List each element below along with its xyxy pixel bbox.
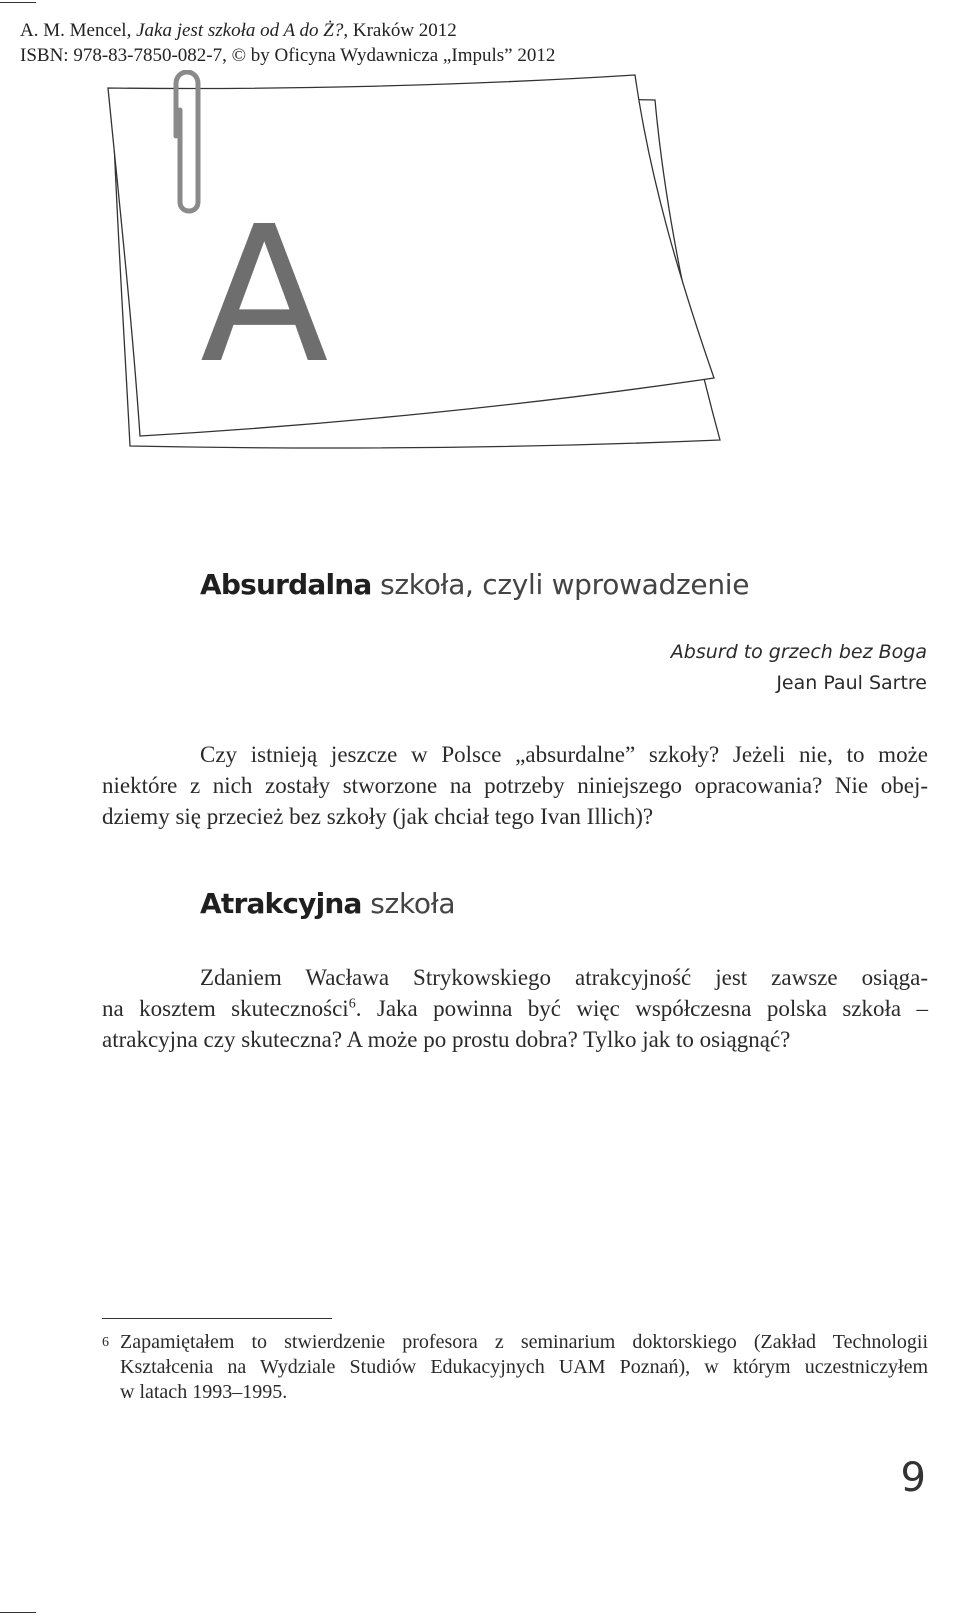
paragraph-line: niektóre z nich zostały stworzone na potrzeby niniejszego opracowania? Nie obej- [102, 773, 928, 798]
paragraph-line: atrakcyjna czy skuteczna? A może po prostu dobra? Tylko jak to osiągnąć? [102, 1027, 791, 1052]
chapter-letter: A [200, 186, 329, 405]
header-book-title: Jaka jest szkoła od A do Ż? [136, 20, 344, 41]
footnote [102, 1330, 928, 1405]
epigraph-author: Jean Paul Sartre [776, 672, 927, 694]
paragraph-line: Czy istnieją jeszcze w Polsce „absurdalne” szkoły? Jeżeli nie, to może [200, 742, 928, 767]
page-number: 9 [900, 1455, 926, 1501]
header-isbn-line: ISBN: 978-83-7850-082-7, © by Oficyna Wydawnicza „Impuls” 2012 [20, 45, 556, 66]
paragraph-atrakcyjna [102, 962, 928, 1055]
footnote-line: Zapamiętałem to stwierdzenie profesora z seminarium doktorskiego (Zakład Technologii [120, 1331, 928, 1353]
footnote-line: Kształcenia na Wydziale Studiów Edukacyjnych UAM Poznań), w którym uczestniczyłem [120, 1356, 928, 1378]
paragraph-line [102, 993, 928, 1024]
paragraph-line: Zdaniem Wacława Strykowskiego atrakcyjność jest zawsze osiąga- [200, 965, 928, 990]
footnote-divider [102, 1318, 332, 1319]
epigraph-quote: Absurd to grzech bez Boga [670, 641, 927, 663]
paragraph-line: dziemy się przecież bez szkoły (jak chciał tego Ivan Illich)? [102, 804, 654, 829]
paragraph-text: . Jaka powinna być więc współczesna polska szkoła – [355, 996, 928, 1021]
header-place-year: , Kraków 2012 [343, 20, 457, 41]
heading-rest: szkoła, czyli wprowadzenie [371, 568, 750, 601]
heading-keyword: Atrakcyjna [200, 887, 362, 920]
section-heading-atrakcyjna [200, 887, 455, 920]
heading-keyword: Absurdalna [200, 568, 372, 601]
header-citation-line [20, 20, 457, 42]
header-author: A. M. Mencel, [20, 20, 132, 41]
paragraph-absurdalna [102, 739, 928, 832]
footnote-line: w latach 1993–1995. [120, 1381, 288, 1403]
crop-mark-top [0, 2, 36, 3]
stacked-papers-illustration [100, 70, 740, 470]
heading-rest: szkoła [361, 887, 456, 920]
paragraph-text: na kosztem skuteczności [102, 996, 349, 1021]
footnote-number: 6 [102, 1335, 109, 1350]
footnote-reference[interactable]: 6 [348, 996, 356, 1012]
crop-mark-bottom [0, 1612, 36, 1613]
section-heading-absurdalna [200, 568, 749, 601]
